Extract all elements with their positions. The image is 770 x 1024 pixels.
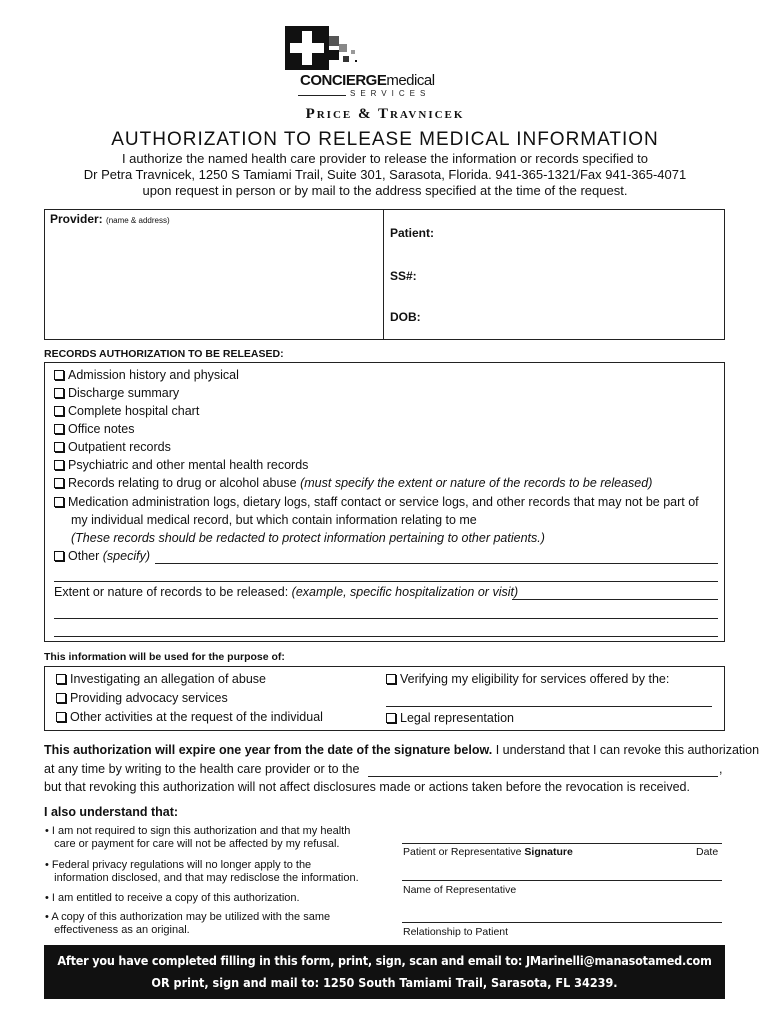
plus-pixel-logo-icon xyxy=(285,26,357,78)
checkbox[interactable] xyxy=(56,693,66,703)
checkbox[interactable] xyxy=(54,460,64,470)
checkbox[interactable] xyxy=(56,712,66,722)
checkbox[interactable] xyxy=(54,424,64,434)
purpose-option-legal[interactable]: Legal representation xyxy=(386,711,514,725)
record-option-hospital-chart[interactable]: Complete hospital chart xyxy=(54,404,199,418)
submission-banner xyxy=(44,945,725,999)
checkbox[interactable] xyxy=(386,674,396,684)
signature-label: Patient or Representative Signature xyxy=(403,846,573,858)
signature-line[interactable] xyxy=(402,843,722,844)
purpose-heading: This information will be used for the purpose of: xyxy=(44,651,285,663)
understand-bullet: • A copy of this authorization may be utilized with the same effectiveness as an original. xyxy=(45,911,331,936)
intro-line: upon request in person or by mail to the address specified at the time of the request. xyxy=(142,183,628,198)
intro-text xyxy=(0,151,770,199)
representative-name-line[interactable] xyxy=(402,880,722,881)
checkbox[interactable] xyxy=(386,713,396,723)
record-option-office-notes[interactable]: Office notes xyxy=(54,422,134,436)
brand-subtitle: SERVICES xyxy=(350,89,431,98)
understand-bullet: • I am entitled to receive a copy of this authorization. xyxy=(45,892,300,904)
brand-name: CONCIERGEmedical xyxy=(300,72,435,89)
record-option-outpatient[interactable]: Outpatient records xyxy=(54,440,171,454)
understand-bullet: • Federal privacy regulations will no longer apply to the information disclosed, and that may redisclose the information. xyxy=(45,859,359,884)
form-title: AUTHORIZATION TO RELEASE MEDICAL INFORMATION xyxy=(111,129,659,150)
relationship-line[interactable] xyxy=(402,922,722,923)
record-option-drug-alcohol[interactable]: Records relating to drug or alcohol abuse (must specify the extent or nature of the records to be released) xyxy=(54,476,652,490)
purpose-option-abuse[interactable]: Investigating an allegation of abuse xyxy=(56,672,266,686)
revocation-recipient-line[interactable] xyxy=(368,776,718,777)
date-label: Date xyxy=(696,846,719,858)
extent-label: Extent or nature of records to be released: (example, specific hospitalization or visit) xyxy=(54,585,519,599)
checkbox[interactable] xyxy=(54,388,64,398)
extent-line-3[interactable] xyxy=(54,636,718,637)
expiry-line-2: at any time by writing to the health care provider or to the xyxy=(44,762,360,776)
expiry-comma: , xyxy=(719,762,723,776)
banner-line-1: After you have completed filling in this form, print, sign, scan and email to: JMarinelli@manasotamed.com xyxy=(57,953,712,968)
patient-field[interactable] xyxy=(440,222,720,242)
banner-line-2: OR print, sign and mail to: 1250 South Tamiami Trail, Sarasota, FL 34239. xyxy=(151,975,618,990)
box-divider xyxy=(383,209,384,340)
provider-label: Provider: (name & address) xyxy=(50,212,170,226)
medication-logs-line2: my individual medical record, but which contain information relating to me xyxy=(71,513,477,527)
brand-divider xyxy=(298,95,346,96)
ss-label: SS#: xyxy=(390,269,417,283)
checkbox[interactable] xyxy=(54,478,64,488)
checkbox[interactable] xyxy=(54,442,64,452)
records-heading: RECORDS AUTHORIZATION TO BE RELEASED: xyxy=(44,348,284,360)
expiry-line-3: but that revoking this authorization will not affect disclosures made or actions taken before the revocation is received. xyxy=(44,780,690,794)
checkbox[interactable] xyxy=(54,551,64,561)
eligibility-line[interactable] xyxy=(386,706,712,707)
practice-name: Price & Travnicek xyxy=(305,106,465,122)
medication-logs-note: (These records should be redacted to protect information pertaining to other patients.) xyxy=(71,531,545,545)
other-specify-line[interactable] xyxy=(155,563,718,564)
record-option-other[interactable]: Other (specify) xyxy=(54,549,150,563)
intro-line: Dr Petra Travnicek, 1250 S Tamiami Trail, Suite 301, Sarasota, Florida. 941-365-1321/Fax 941-365-4071 xyxy=(83,167,687,182)
patient-label: Patient: xyxy=(390,226,435,240)
understand-bullet: • I am not required to sign this authorization and that my health care or payment for care will not be affected by my refusal. xyxy=(45,825,351,850)
purpose-option-advocacy[interactable]: Providing advocacy services xyxy=(56,691,228,705)
extent-line-2[interactable] xyxy=(54,618,718,619)
purpose-option-other[interactable]: Other activities at the request of the individual xyxy=(56,710,323,724)
dob-label: DOB: xyxy=(390,310,421,324)
record-option-medication-logs[interactable]: Medication administration logs, dietary logs, staff contact or service logs, and other records that may not be part of xyxy=(54,495,699,509)
other-specify-line-2[interactable] xyxy=(54,581,718,582)
record-option-admission[interactable]: Admission history and physical xyxy=(54,368,239,382)
provider-field[interactable] xyxy=(47,228,381,338)
purpose-option-eligibility[interactable]: Verifying my eligibility for services offered by the: xyxy=(386,672,669,686)
ss-field[interactable] xyxy=(425,265,720,285)
checkbox[interactable] xyxy=(54,497,64,507)
checkbox[interactable] xyxy=(54,406,64,416)
dob-field[interactable] xyxy=(425,306,720,326)
representative-name-label: Name of Representative xyxy=(403,884,517,896)
record-option-psychiatric[interactable]: Psychiatric and other mental health records xyxy=(54,458,308,472)
relationship-label: Relationship to Patient xyxy=(403,926,509,938)
expiry-line-1: This authorization will expire one year from the date of the signature below. I understand that I can revoke this authorization xyxy=(44,743,760,757)
extent-line[interactable] xyxy=(512,599,718,600)
record-option-discharge[interactable]: Discharge summary xyxy=(54,386,179,400)
checkbox[interactable] xyxy=(56,674,66,684)
understand-heading: I also understand that: xyxy=(44,805,179,819)
intro-line: I authorize the named health care provider to release the information or records specified to xyxy=(121,151,649,166)
checkbox[interactable] xyxy=(54,370,64,380)
